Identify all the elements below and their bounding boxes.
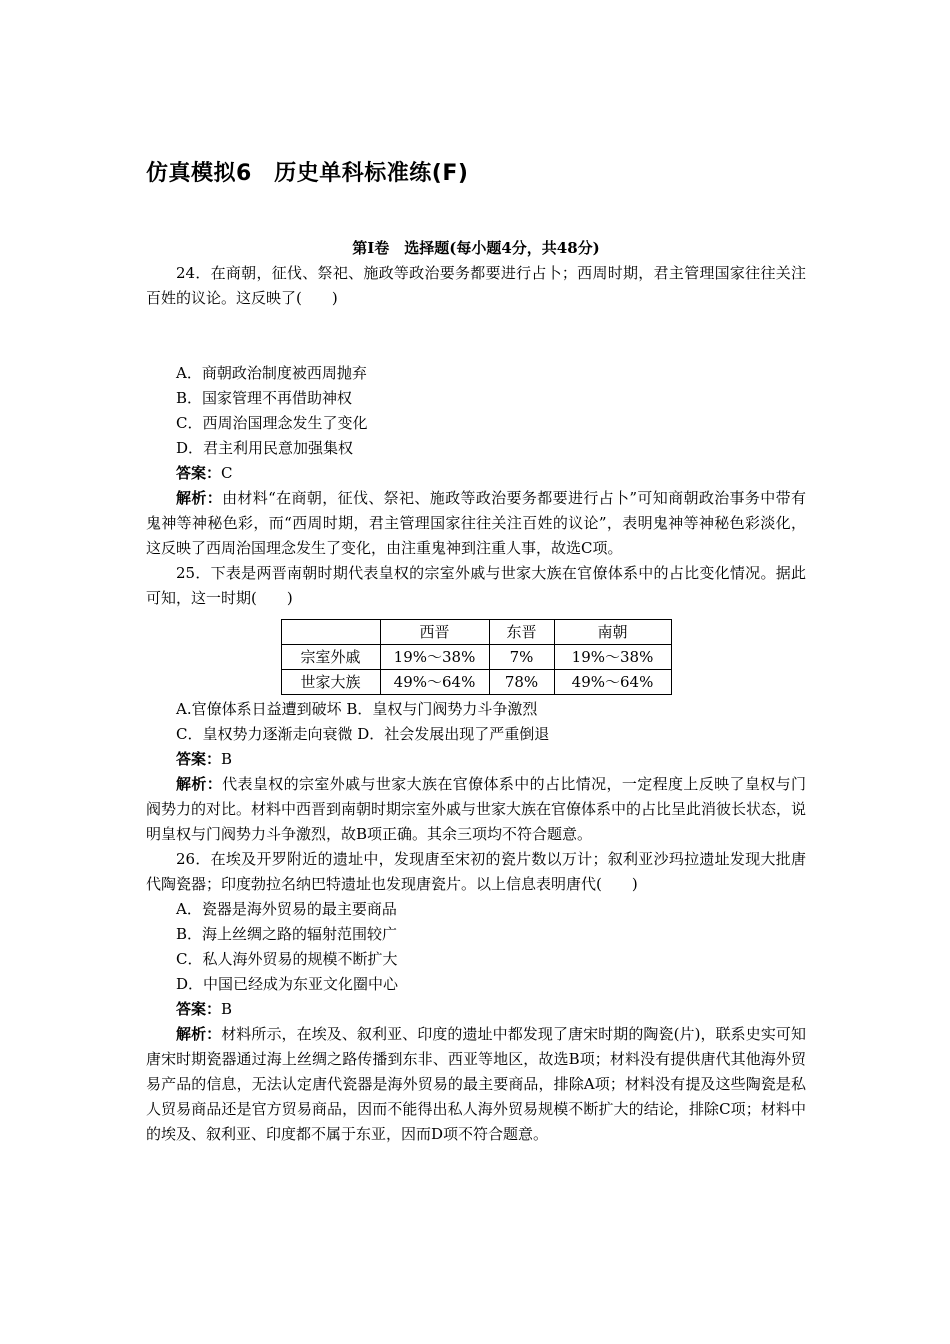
question-24 bbox=[146, 261, 806, 561]
table-header-cell: 西晋 bbox=[380, 620, 489, 645]
analysis bbox=[146, 772, 806, 847]
option-c: C．私人海外贸易的规模不断扩大 bbox=[176, 950, 398, 968]
option-d: D．中国已经成为东亚文化圈中心 bbox=[176, 975, 399, 993]
analysis-text: 代表皇权的宗室外戚与世家大族在官僚体系中的占比情况，一定程度上反映了皇权与门阀势力的对比。材料中西晋到南朝时期宗室外戚与世家大族在官僚体系中的占比呈此消彼长状态，说明皇权与门阀势力斗争激烈，故B项正确。其余三项均不符合题意。 bbox=[146, 775, 807, 843]
table-cell: 19%～38% bbox=[380, 645, 489, 670]
question-26 bbox=[146, 847, 806, 1147]
question-25 bbox=[146, 561, 806, 847]
table-header-cell: 东晋 bbox=[489, 620, 554, 645]
answer-label: 答案： bbox=[176, 1000, 222, 1018]
analysis-label: 解析： bbox=[176, 1025, 222, 1043]
table-cell: 世家大族 bbox=[281, 670, 380, 695]
table-header-row bbox=[281, 620, 671, 645]
analysis-label: 解析： bbox=[176, 775, 223, 793]
option-a: A．商朝政治制度被西周抛弃 bbox=[176, 364, 367, 382]
table-row bbox=[281, 670, 671, 695]
table-cell: 宗室外戚 bbox=[281, 645, 380, 670]
question-stem: 26．在埃及开罗附近的遗址中，发现唐至宋初的瓷片数以万计；叙利亚沙玛拉遗址发现大批唐代陶瓷器；印度勃拉名纳巴特遗址也发现唐瓷片。以上信息表明唐代( ) bbox=[146, 850, 806, 893]
options-line-ab: A.官僚体系日益遭到破坏 B．皇权与门阀势力斗争激烈 bbox=[176, 700, 538, 718]
analysis-text: 材料所示，在埃及、叙利亚、印度的遗址中都发现了唐宋时期的陶瓷(片)，联系史实可知唐宋时期瓷器通过海上丝绸之路传播到东非、西亚等地区，故选B项；材料没有提供唐代其他海外贸易产品的信息，无法认定唐代瓷器是海外贸易的最主要商品，排除A项；材料没有提及这些陶瓷是私人贸易商品还是官方贸易商品，因而不能得出私人海外贸易规模不断扩大的结论，排除C项；材料中的埃及、叙利亚、印度都不属于东亚，因而D项不符合题意。 bbox=[146, 1025, 806, 1143]
question-stem: 24．在商朝，征伐、祭祀、施政等政治要务都要进行占卜；西周时期，君主管理国家往往关注百姓的议论。这反映了( ) bbox=[146, 264, 806, 307]
answer-line bbox=[146, 997, 806, 1022]
options-line-cd: C．皇权势力逐渐走向衰微 D．社会发展出现了严重倒退 bbox=[176, 725, 550, 743]
option-c: C．西周治国理念发生了变化 bbox=[176, 414, 368, 432]
answer-line bbox=[146, 747, 806, 772]
question-stem: 25．下表是两晋南朝时期代表皇权的宗室外戚与世家大族在官僚体系中的占比变化情况。据此可知，这一时期( ) bbox=[146, 564, 806, 607]
analysis bbox=[146, 1022, 806, 1147]
answer-space bbox=[146, 311, 806, 361]
data-table-wrapper bbox=[146, 619, 806, 695]
option-d: D．君主利用民意加强集权 bbox=[176, 439, 354, 457]
table-cell: 7% bbox=[489, 645, 554, 670]
document-body bbox=[146, 236, 806, 1147]
answer-value: C bbox=[221, 464, 233, 482]
answer-label: 答案： bbox=[176, 464, 222, 482]
answer-value: B bbox=[221, 1000, 233, 1018]
option-b: B．海上丝绸之路的辐射范围较广 bbox=[176, 925, 398, 943]
table-cell: 49%～64% bbox=[380, 670, 489, 695]
page-title: 仿真模拟6 历史单科标准练(F) bbox=[146, 161, 469, 186]
answer-value: B bbox=[221, 750, 233, 768]
answer-line bbox=[146, 461, 806, 486]
analysis-text: 由材料“在商朝，征伐、祭祀、施政等政治要务都要进行占卜”可知商朝政治事务中带有鬼神等神秘色彩，而“西周时期，君主管理国家往往关注百姓的议论”，表明鬼神等神秘色彩淡化，这反映了西周治国理念发生了变化，由注重鬼神到注重人事，故选C项。 bbox=[146, 489, 806, 557]
table-header-cell bbox=[281, 620, 380, 645]
data-table bbox=[281, 619, 672, 695]
table-header-cell: 南朝 bbox=[554, 620, 671, 645]
table-cell: 78% bbox=[489, 670, 554, 695]
table-cell: 49%～64% bbox=[554, 670, 671, 695]
analysis bbox=[146, 486, 806, 561]
answer-label: 答案： bbox=[176, 750, 222, 768]
table-cell: 19%～38% bbox=[554, 645, 671, 670]
table-row bbox=[281, 645, 671, 670]
option-b: B．国家管理不再借助神权 bbox=[176, 389, 353, 407]
section-heading: 第Ⅰ卷 选择题(每小题4分，共48分) bbox=[352, 239, 600, 257]
option-a: A．瓷器是海外贸易的最主要商品 bbox=[176, 900, 397, 918]
analysis-label: 解析： bbox=[176, 489, 223, 507]
